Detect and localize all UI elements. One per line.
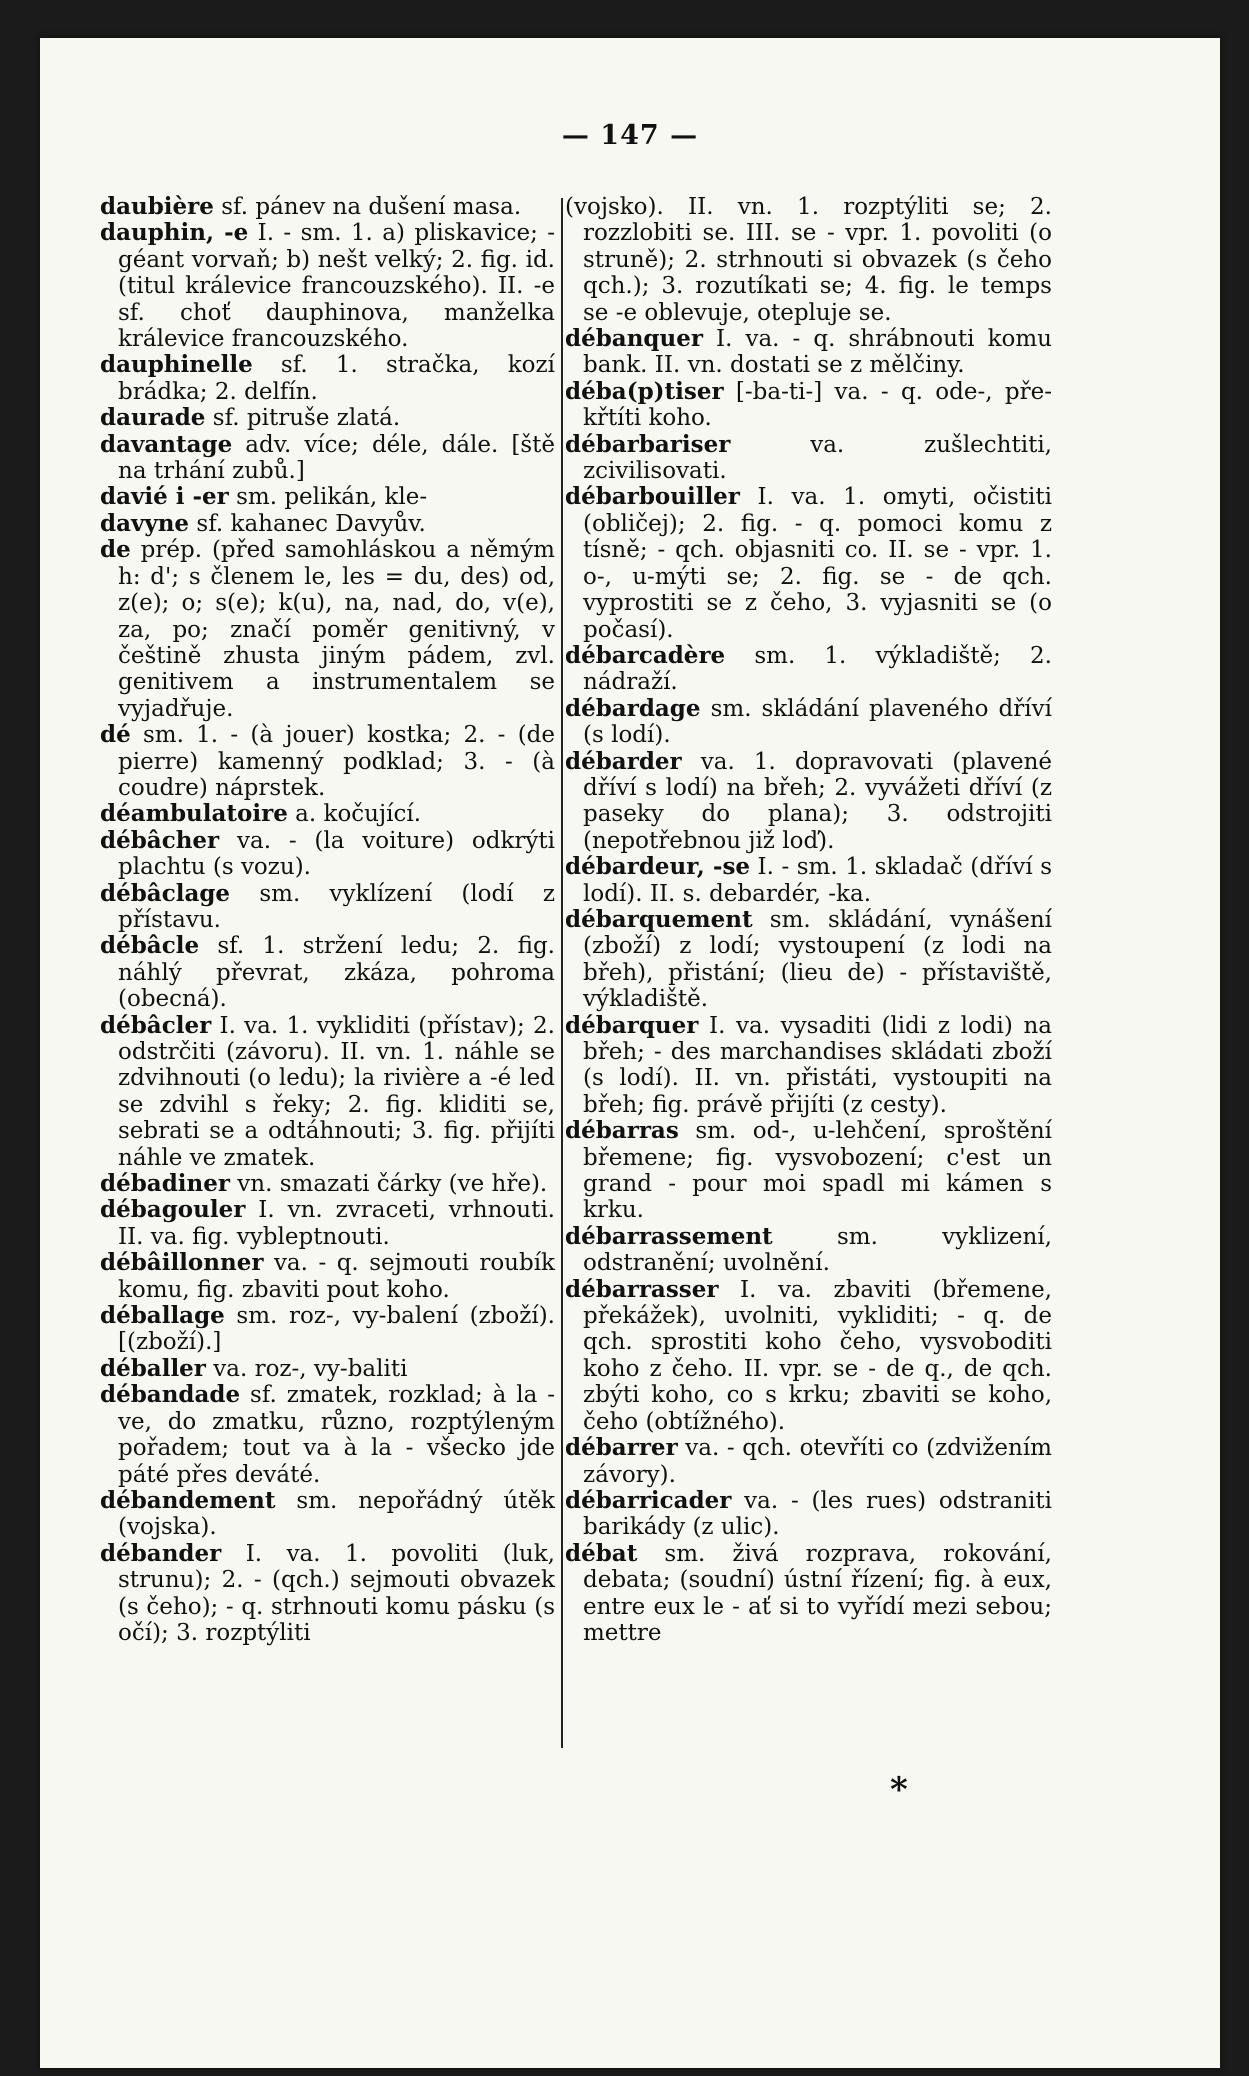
- entry-headword: débarbouiller: [565, 483, 740, 511]
- entry-definition: sm. skládání, vynášení (zboží) z lodí; vystoupení (z lodi na břeh), přistání; (lieu de) - přístaviště, výkladiště.: [583, 906, 1052, 1013]
- dictionary-entry: [565, 1013, 1052, 1119]
- right-column: [565, 194, 1052, 1646]
- dictionary-entry: [100, 801, 555, 827]
- entry-definition: I. va. 1. omyti, očistiti (obličej); 2. fig. - q. pomoci komu z tísně; - qch. objasniti co. II. se - vpr. 1. o-, u-mýti se; 2. fig. se - de qch. vyprostiti se z čeho, 3. vyjasniti se (o počasí).: [583, 484, 1052, 643]
- entry-headword: déba(p)tiser: [565, 377, 724, 405]
- entry-headword: débat: [565, 1539, 638, 1567]
- entry-definition: sf. pitruše zlatá.: [205, 405, 401, 432]
- entry-headword: débarquer: [565, 1011, 699, 1039]
- entry-definition: I. va. - q. shrábnouti komu bank. II. vn. dostati se z mělčiny.: [583, 326, 1052, 379]
- entry-headword: daurade: [100, 404, 206, 432]
- dictionary-entry: [565, 1435, 1052, 1488]
- entry-definition: I. - sm. 1. a) pliskavice; - géant vorvaň; b) nešt velký; 2. fig. id. (titul králevice francouzského). II. -e sf. choť dauphinova, manželka králevice francouzského.: [118, 220, 555, 353]
- dictionary-entry: [100, 1303, 555, 1356]
- entry-definition: I. va. 1. povoliti (luk, strunu); 2. - (qch.) sejmouti obvazek (s čeho); - q. strhnouti komu pásku (s očí); 3. rozptýliti: [118, 1540, 555, 1646]
- entry-definition: sm. vyklizení, odstranění; uvolnění.: [583, 1223, 1052, 1277]
- entry-headword: dauphin, -e: [100, 219, 249, 247]
- entry-definition: sm. skládání plaveného dříví (s lodí).: [583, 695, 1052, 749]
- entry-definition: va. - (la voiture) odkrýti plachtu (s vozu).: [118, 827, 555, 881]
- dictionary-entry: [100, 881, 555, 934]
- dictionary-entry: [565, 907, 1052, 1013]
- dictionary-entry: [100, 352, 555, 405]
- entry-headword: débarricader: [565, 1486, 732, 1514]
- entry-headword: déballer: [100, 1354, 206, 1382]
- entry-definition: I. - sm. 1. skladač (dříví s lodí). II. s. debardér, -ka.: [583, 854, 1052, 907]
- entry-headword: davyne: [100, 509, 190, 537]
- dictionary-entry: [100, 1250, 555, 1303]
- entry-definition: va. 1. dopravovati (plavené dříví s lodí) na břeh; 2. vyvážeti dříví (z paseky do plana); 3. odstrojiti (nepotřebnou již loď).: [583, 748, 1052, 854]
- entry-headword: débarquement: [565, 905, 753, 933]
- entry-definition: sm. živá rozprava, rokování, debata; (soudní) ústní řízení; fig. à eux, entre eux le - ať si to vyřídí mezi sebou; mettre: [583, 1540, 1052, 1646]
- entry-headword: débardeur, -se: [565, 853, 751, 881]
- entry-definition: va. - (les rues) odstraniti barikády (z ulic).: [583, 1487, 1052, 1541]
- dictionary-entry: [565, 1488, 1052, 1541]
- entry-headword: débagouler: [100, 1196, 246, 1224]
- entry-definition: sm. od-, u-lehčení, sproštění břemene; fig. vysvobození; c'est un grand - pour moi spadl mi kámen s krku.: [583, 1118, 1052, 1224]
- entry-definition: I. vn. zvraceti, vrhnouti. II. va. fig. vybleptnouti.: [118, 1197, 555, 1250]
- entry-headword: débarras: [565, 1117, 679, 1145]
- entry-definition: sf. pánev na dušení masa.: [213, 194, 522, 220]
- dictionary-entry: [565, 1277, 1052, 1435]
- dictionary-entry: [565, 1224, 1052, 1277]
- entry-definition: a. kočující.: [287, 801, 422, 828]
- dictionary-entry: [565, 696, 1052, 749]
- entry-headword: davantage: [100, 430, 233, 458]
- entry-headword: débandement: [100, 1486, 276, 1514]
- dictionary-entry: [565, 194, 1052, 326]
- footer-asterisk: *: [890, 1770, 908, 1810]
- entry-definition: I. va. 1. vykliditi (přístav); 2. odstrčiti (závoru). II. vn. 1. náhle se zdvihnouti (o ledu); la rivière a -é led se zdvihl s řeky; 2. fig. kliditi se, sebrati se a odtáhnouti; 3. fig. přijíti náhle ve zmatek.: [118, 1012, 555, 1171]
- entry-definition: (vojsko). II. vn. 1. rozptýliti se; 2. rozzlobiti se. III. se - vpr. 1. povoliti (o struně); 2. strhnouti si obvazek (s čeho qch.); 3. rozutíkati se; 4. fig. le temps se -e oblevuje, otepluje se.: [565, 194, 1052, 326]
- entry-headword: débardage: [565, 694, 701, 722]
- dictionary-entry: [565, 432, 1052, 485]
- dictionary-entry: [100, 1171, 555, 1197]
- dictionary-entry: [100, 828, 555, 881]
- dictionary-entry: [565, 484, 1052, 642]
- entry-definition: I. va. zbaviti (břemene, překážek), uvolniti, vykliditi; - q. de qch. sprostiti koho čeho, vysvoboditi koho z čeho. II. vpr. se - de q., de qch. zbýti koho, co s krku; zbaviti se koho, čeho (obtížného).: [583, 1276, 1052, 1435]
- column-divider: [561, 198, 563, 1748]
- entry-definition: sm. vyklízení (lodí z přístavu.: [118, 880, 555, 933]
- entry-definition: vn. smazati čárky (ve hře).: [230, 1171, 548, 1198]
- dictionary-entry: [100, 511, 555, 537]
- dictionary-entry: [565, 379, 1052, 432]
- entry-headword: débanquer: [565, 325, 703, 353]
- entry-headword: débarcadère: [565, 641, 726, 669]
- dictionary-entry: [100, 1382, 555, 1488]
- dictionary-entry: [100, 220, 555, 352]
- dictionary-entry: [100, 1013, 555, 1171]
- entry-definition: sf. kahanec Davyův.: [189, 510, 426, 537]
- entry-headword: dauphinelle: [100, 351, 253, 379]
- entry-headword: déballage: [100, 1302, 225, 1330]
- dictionary-entry: [100, 1197, 555, 1250]
- dictionary-entry: [565, 749, 1052, 855]
- entry-definition: sf. zmatek, rozklad; à la - ve, do zmatku, různo, rozptýleným pořadem; tout va à la - všecko jde páté přes deváté.: [118, 1382, 555, 1488]
- dictionary-entry: [565, 326, 1052, 379]
- dictionary-entry: [565, 854, 1052, 907]
- entry-definition: I. va. vysaditi (lidi z lodi) na břeh; - des marchandises skládati zboží (s lodí). II. vn. přistáti, vystoupiti na břeh; fig. právě přijíti (z cesty).: [583, 1012, 1052, 1118]
- entry-headword: débâcler: [100, 1011, 212, 1039]
- entry-definition: va. zušlechtiti, zcivilisovati.: [583, 431, 1052, 485]
- dictionary-entry: [565, 1541, 1052, 1647]
- entry-definition: sm. pelikán, kle-: [228, 484, 428, 511]
- dictionary-entry: [100, 194, 555, 220]
- entry-headword: déambulatoire: [100, 800, 288, 828]
- entry-definition: sm. nepořádný útěk (vojska).: [118, 1487, 555, 1541]
- dictionary-entry: [100, 432, 555, 485]
- entry-headword: débâillonner: [100, 1249, 264, 1277]
- dictionary-entry: [100, 484, 555, 510]
- left-column: [100, 194, 555, 1646]
- entry-headword: débâclage: [100, 879, 231, 907]
- page-number: — 147 —: [561, 120, 699, 151]
- entry-headword: daubière: [100, 193, 214, 220]
- entry-definition: [-ba-ti-] va. - q. ode-, pře-křtíti koho.: [583, 378, 1052, 432]
- entry-headword: davié i -er: [100, 483, 229, 511]
- entry-definition: sm. 1. - (à jouer) kostka; 2. - (de pierre) kamenný podklad; 3. - (à coudre) náprstek.: [118, 722, 555, 801]
- entry-definition: sf. 1. stračka, kozí brádka; 2. delfín.: [118, 352, 555, 405]
- entry-headword: débarbariser: [565, 430, 731, 458]
- entry-headword: de: [100, 536, 131, 564]
- entry-definition: va. roz-, vy-baliti: [205, 1355, 408, 1382]
- dictionary-page: [40, 38, 1220, 2068]
- dictionary-entry: [100, 1488, 555, 1541]
- dictionary-entry: [100, 537, 555, 722]
- dictionary-entry: [100, 1541, 555, 1647]
- entry-headword: débandade: [100, 1381, 241, 1409]
- entry-definition: sf. 1. stržení ledu; 2. fig. náhlý převrat, zkáza, pohroma (obecná).: [118, 933, 555, 1013]
- entry-headword: débadiner: [100, 1170, 230, 1198]
- entry-headword: débarrasser: [565, 1275, 719, 1303]
- entry-headword: débarder: [565, 747, 682, 775]
- dictionary-entry: [565, 1118, 1052, 1224]
- dictionary-entry: [565, 643, 1052, 696]
- entry-definition: sm. 1. výkladiště; 2. nádraží.: [583, 642, 1052, 696]
- entry-definition: adv. více; déle, dále. [ště na trhání zubů.]: [118, 431, 555, 485]
- entry-headword: débâcher: [100, 826, 220, 854]
- entry-headword: dé: [100, 721, 131, 749]
- entry-headword: débâcle: [100, 932, 200, 960]
- entry-headword: débarrassement: [565, 1222, 773, 1250]
- entry-headword: débarrer: [565, 1434, 678, 1462]
- entry-definition: va. - qch. otevříti co (zdvižením závory).: [583, 1435, 1052, 1488]
- dictionary-entry: [100, 405, 555, 431]
- entry-headword: débander: [100, 1539, 222, 1567]
- dictionary-entry: [100, 722, 555, 801]
- entry-definition: prép. (před samohláskou a němým h: d'; s členem le, les = du, des) od, z(e); o; s(e); k(u), na, nad, do, v(e), za, po; značí poměr genitivný, v češtině zhusta jiným pádem, zvl. genitivem a instrumentalem se vyjadřuje.: [118, 537, 555, 722]
- dictionary-entry: [100, 1356, 555, 1382]
- entry-definition: sm. roz-, vy-balení (zboží). [(zboží).]: [118, 1303, 555, 1356]
- dictionary-entry: [100, 933, 555, 1012]
- entry-definition: va. - q. sejmouti roubík komu, fig. zbaviti pout koho.: [118, 1250, 555, 1303]
